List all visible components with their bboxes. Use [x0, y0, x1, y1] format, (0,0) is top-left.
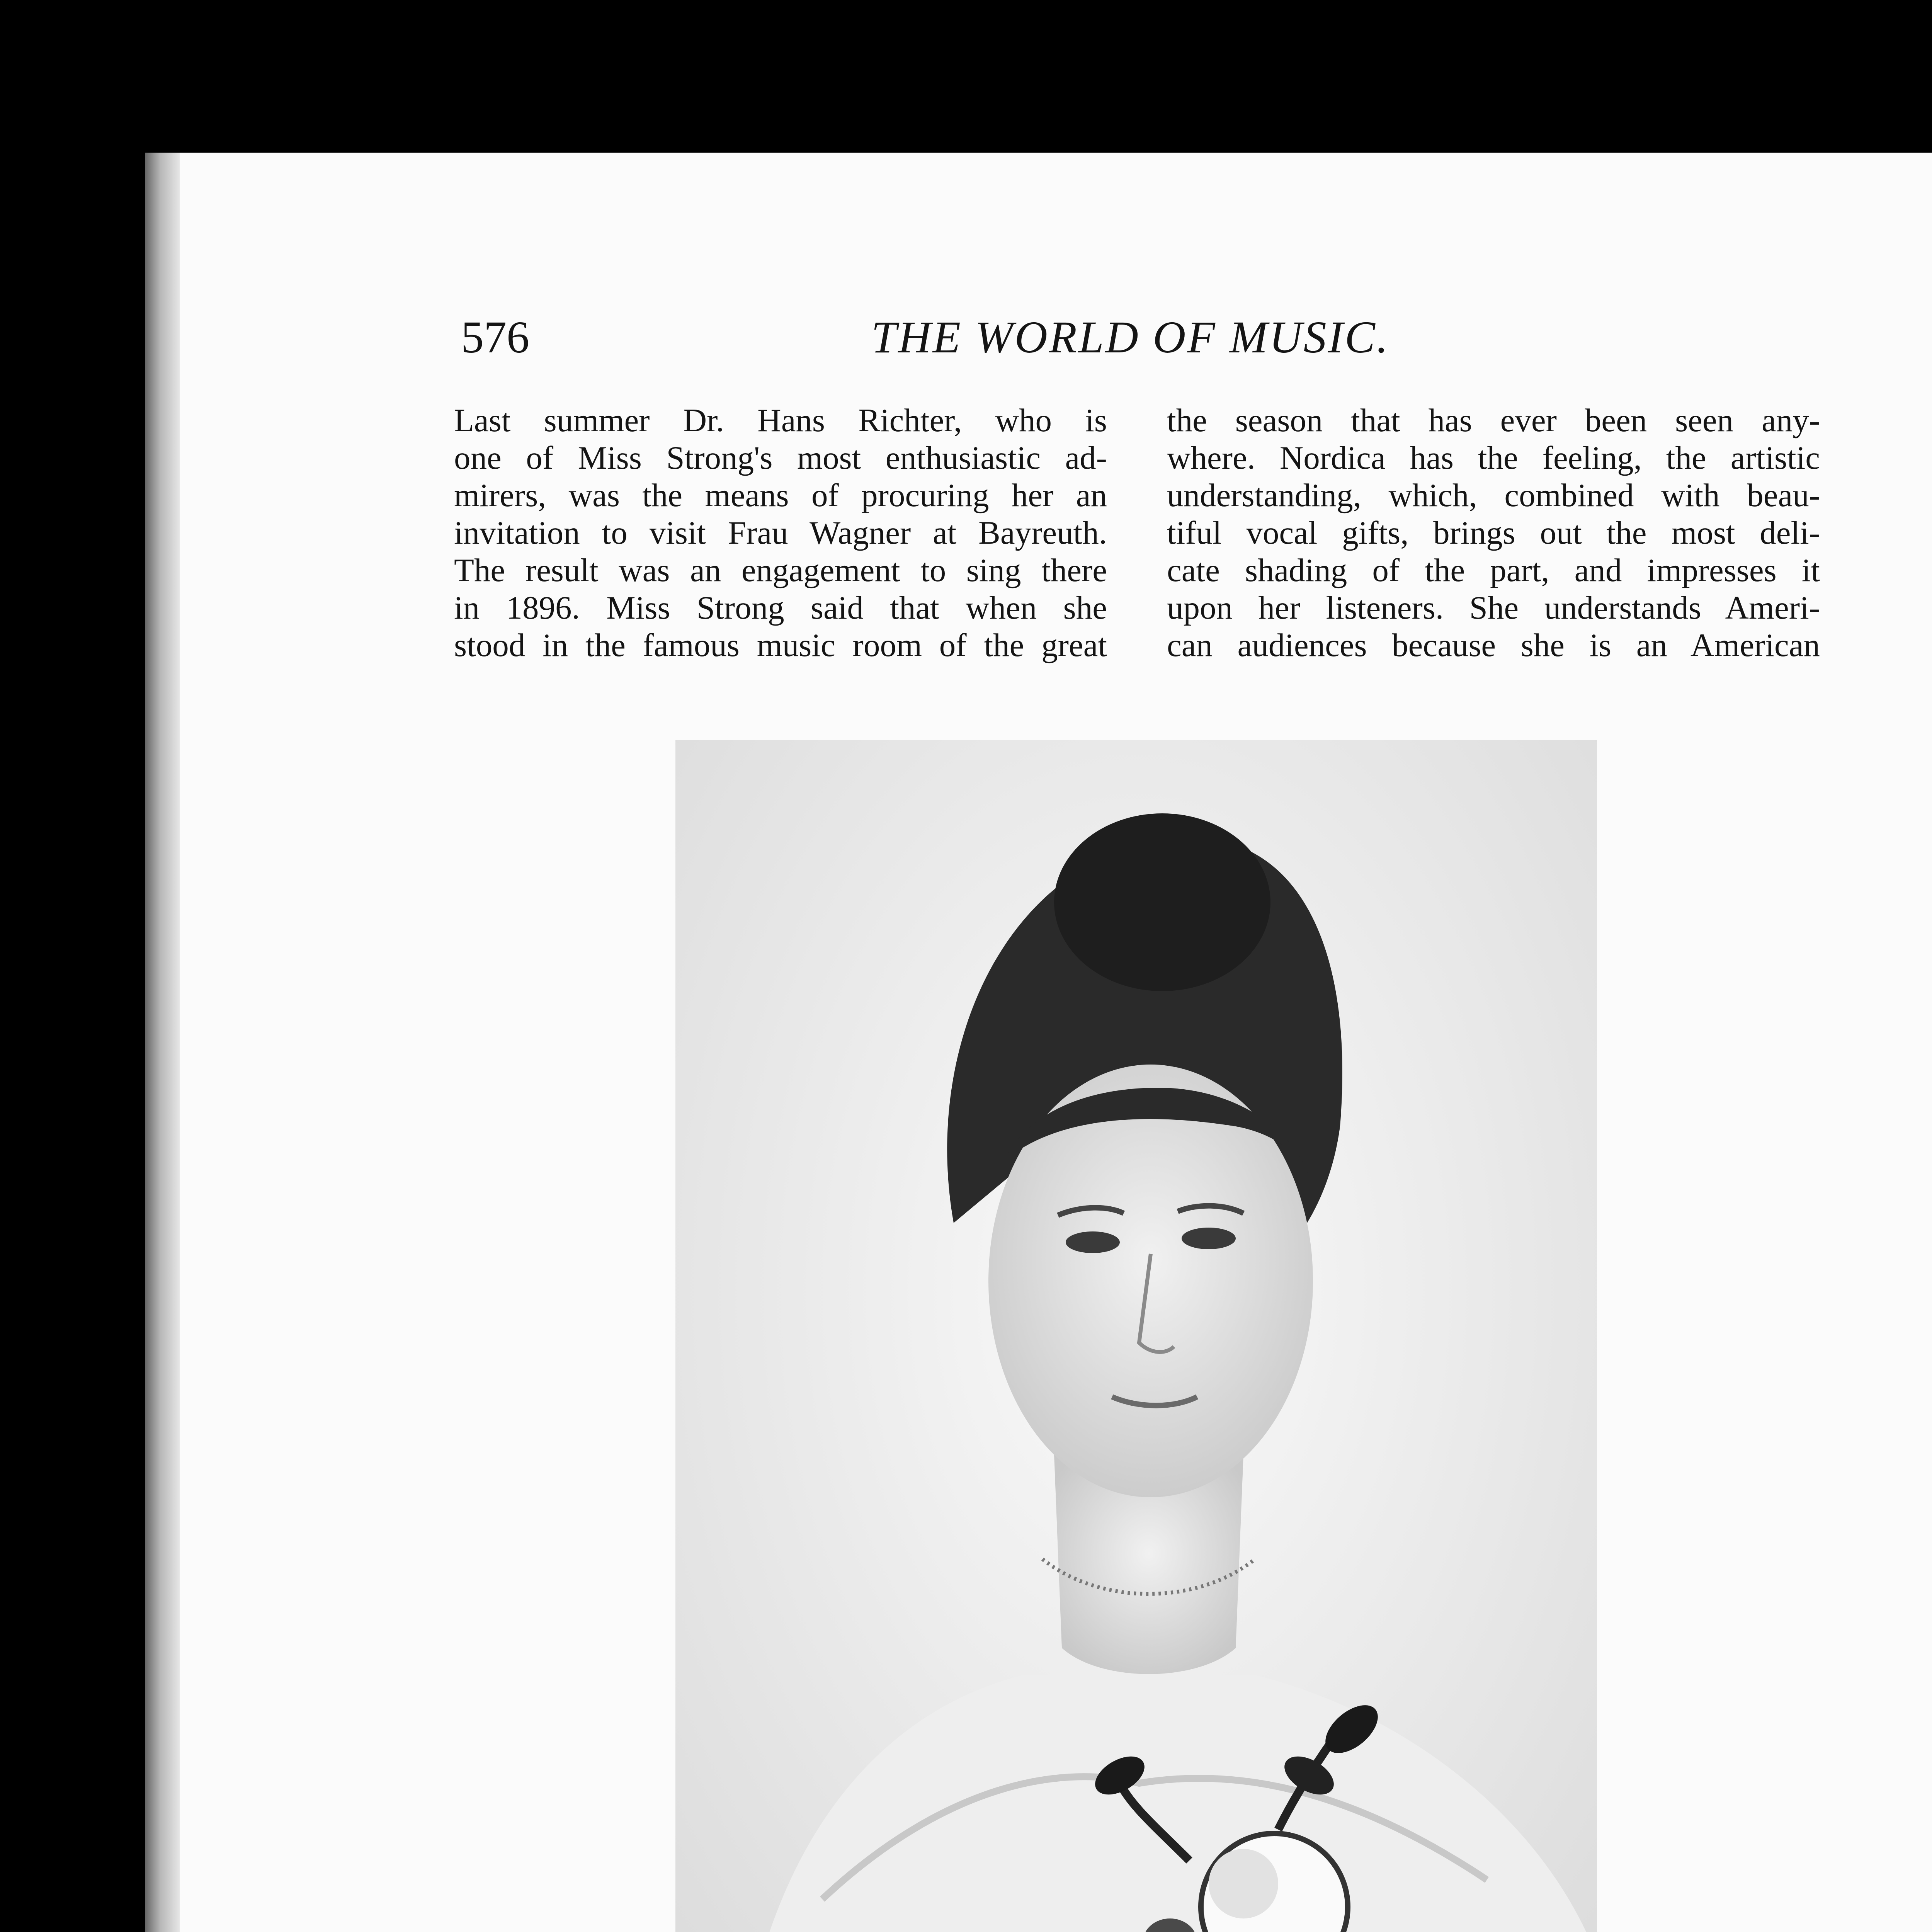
- text-line: tiful vocal gifts, brings out the most deli-: [1167, 515, 1820, 551]
- text-line: understanding, which, combined with beau-: [1167, 477, 1820, 514]
- text-line: cate shading of the part, and impresses it: [1167, 552, 1820, 588]
- text-column-top-left: [454, 402, 1107, 664]
- text-line: in 1896. Miss Strong said that when she: [454, 590, 1107, 626]
- text-line: one of Miss Strong's most enthusiastic ad-: [454, 440, 1107, 476]
- text-column-top-right: [1167, 402, 1820, 664]
- book-page: [145, 153, 1932, 1932]
- portrait-illustration: [675, 740, 1597, 1932]
- text-line: the season that has ever been seen any-: [1167, 402, 1820, 439]
- page-gutter-left: [145, 153, 180, 1932]
- text-line: can audiences because she is an American: [1167, 627, 1820, 663]
- portrait-photo: [675, 740, 1597, 1932]
- text-line: stood in the famous music room of the great: [454, 627, 1107, 663]
- text-line: The result was an engagement to sing there: [454, 552, 1107, 588]
- text-line: where. Nordica has the feeling, the artistic: [1167, 440, 1820, 476]
- page-number: 576: [461, 312, 529, 362]
- text-line: upon her listeners. She understands Ameri-: [1167, 590, 1820, 626]
- text-line: mirers, was the means of procuring her an: [454, 477, 1107, 514]
- text-line: invitation to visit Frau Wagner at Bayreuth.: [454, 515, 1107, 551]
- text-line: Last summer Dr. Hans Richter, who is: [454, 402, 1107, 439]
- running-title: THE WORLD OF MUSIC.: [871, 312, 1390, 362]
